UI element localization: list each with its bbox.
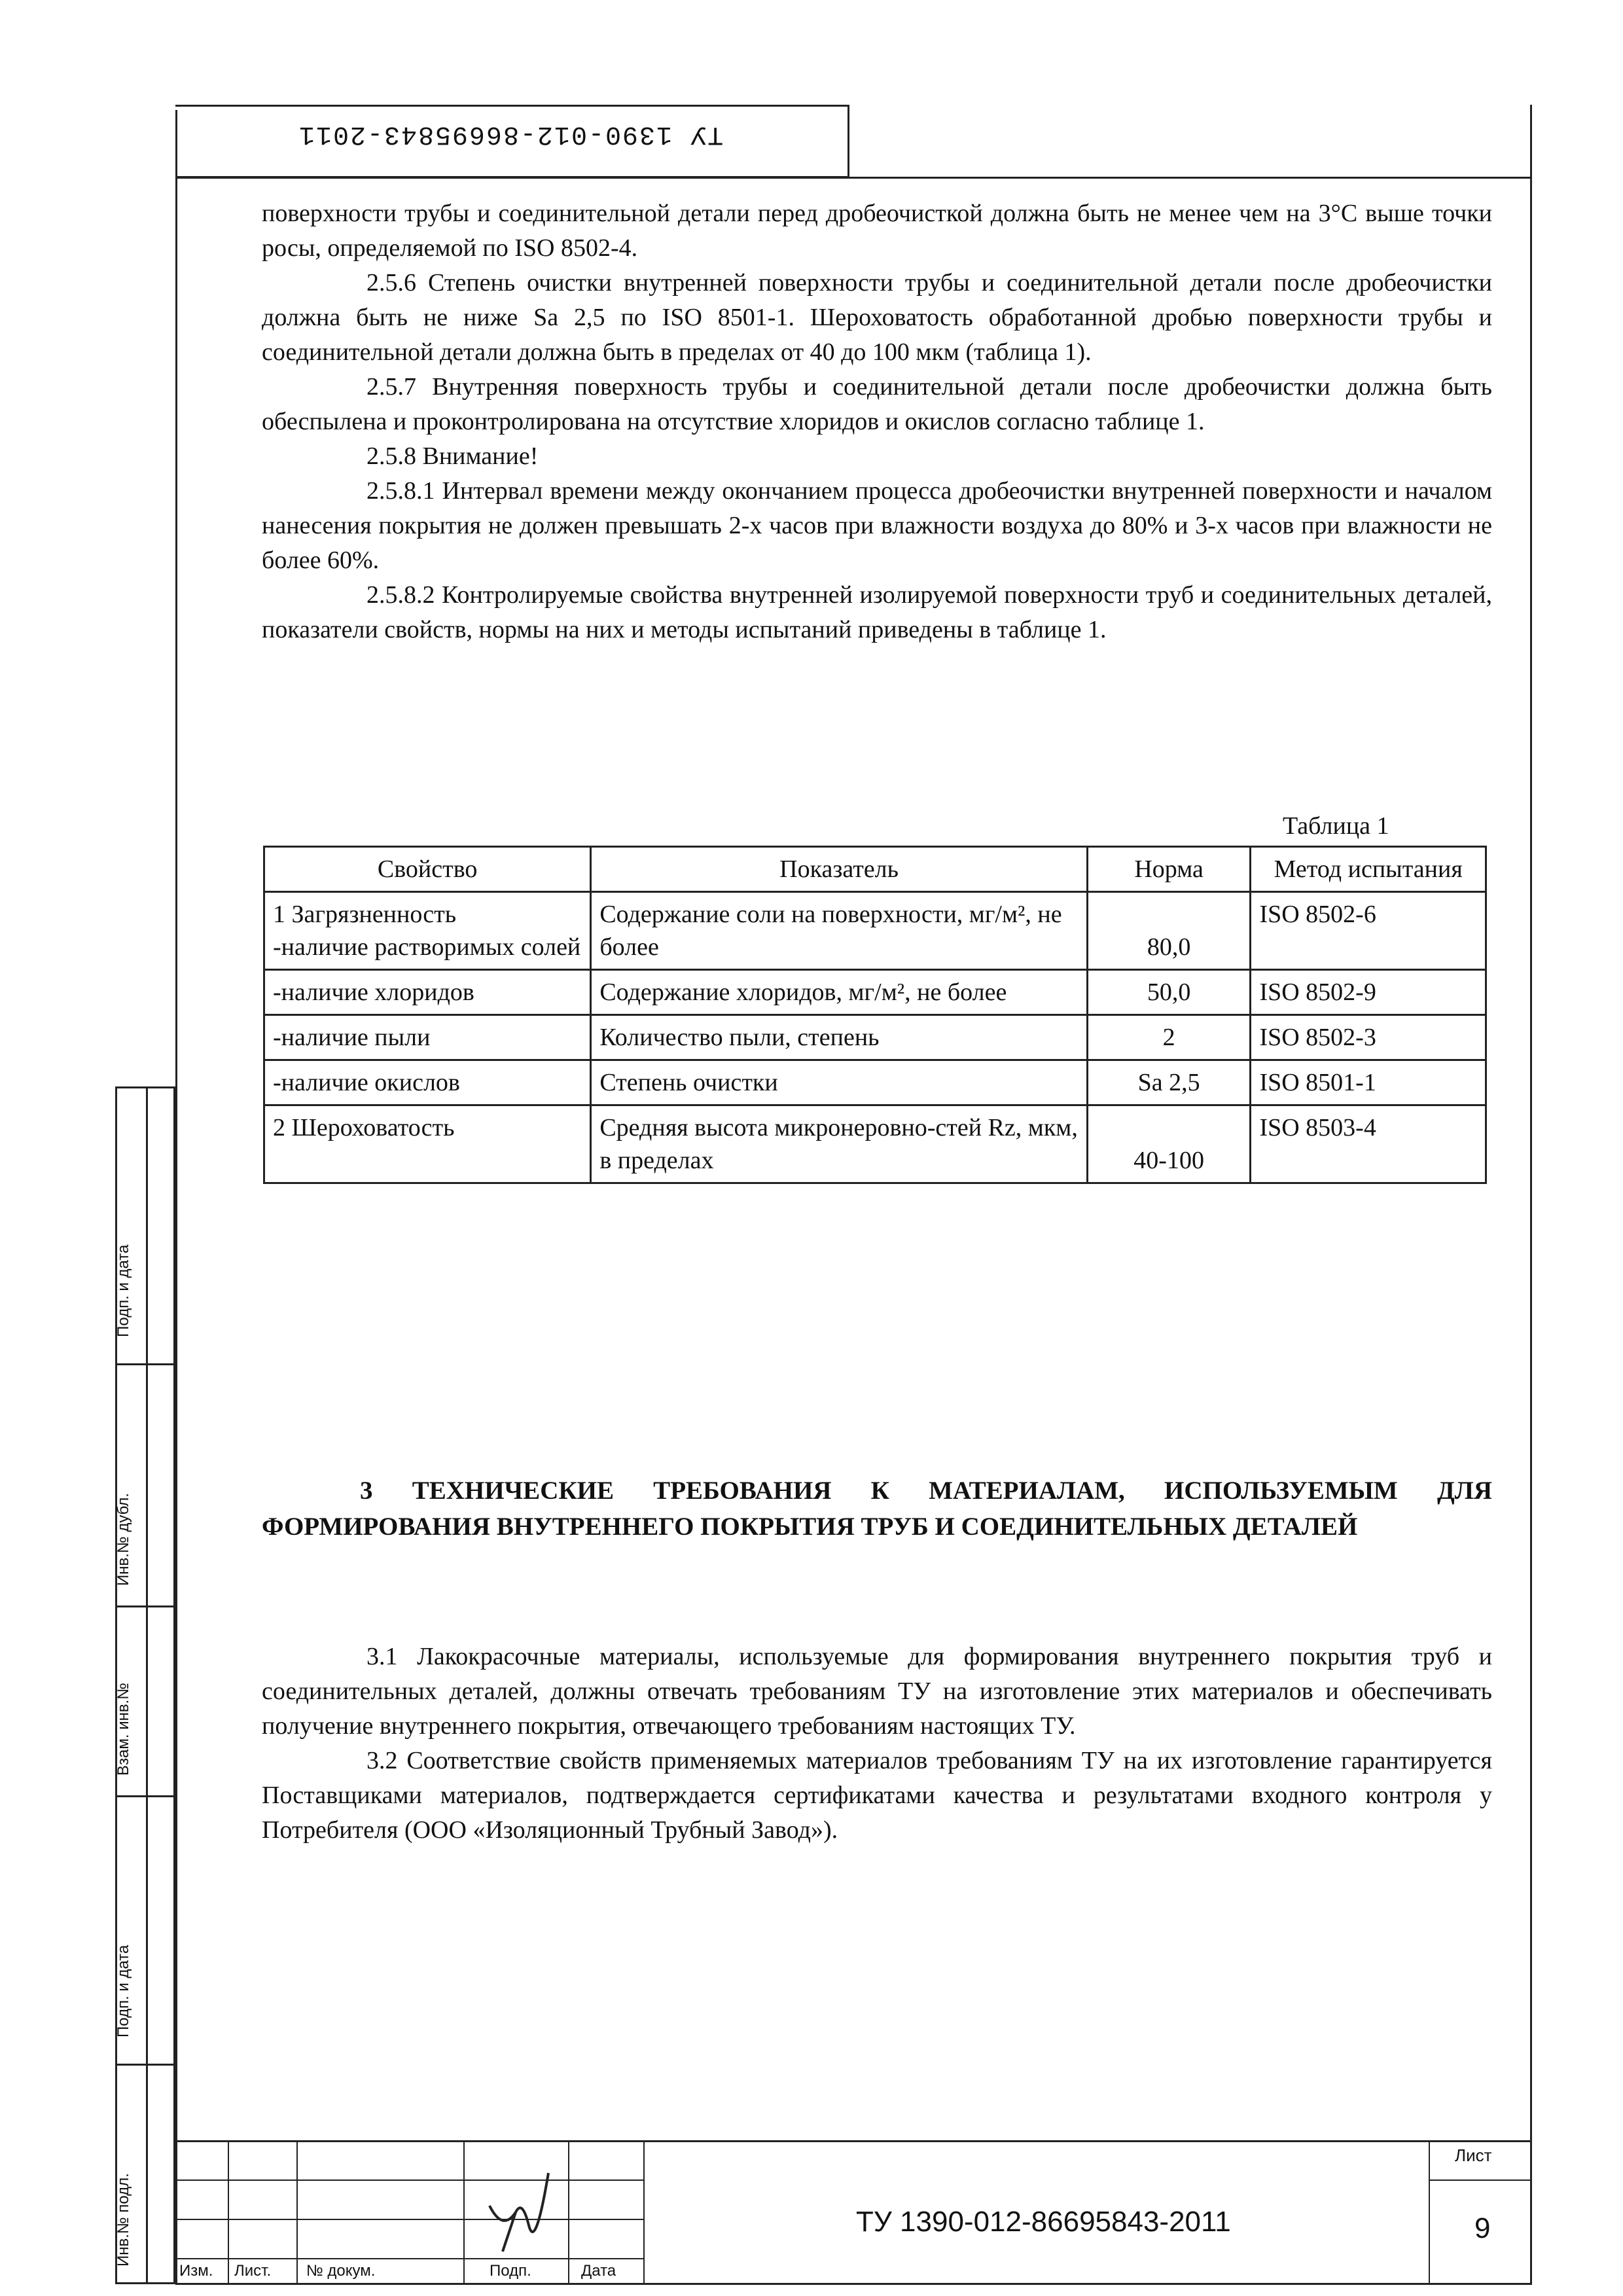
signature-mark [476,2160,568,2258]
paragraph-2-5-8: 2.5.8 Внимание! [366,442,539,470]
table-cell-indicator: Средняя высота микронеровно-стей Rz, мкм, в пределах [591,1105,1088,1183]
table-row [264,970,1486,1015]
title-block-stamp [175,2140,1532,2284]
table-cell-indicator: Содержание хлоридов, мг/м², не более [591,970,1088,1015]
table-header-row [264,847,1486,892]
side-label-orig-inv: Инв.№ подл. [115,2173,132,2267]
section-3-title: 3 ТЕХНИЧЕСКИЕ ТРЕБОВАНИЯ К МАТЕРИАЛАМ, ИСПОЛЬЗУЕМЫМ ДЛЯ ФОРМИРОВАНИЯ ВНУТРЕННЕГО ПОКРЫТИЯ ТРУБ И СОЕДИНИТЕЛЬНЫХ ДЕТАЛЕЙ [262,1477,1492,1541]
stamp-label-sign: Подп. [490,2262,531,2280]
side-strip-divider [146,1088,148,2282]
table-row [264,1060,1486,1105]
table-row [264,1015,1486,1060]
paragraph-2-5-8-1: 2.5.8.1 Интервал времени между окончанием процесса дробеочистки внутренней поверхности и началом нанесения покрытия не должен превышать 2-х часов при влажности воздуха до 80% и 3-х часов при влажности не более 60%. [262,477,1492,574]
paragraph-continuation: поверхности трубы и соединительной детали перед дробеочисткой должна быть не менее чем на 3°С выше точки росы, определяемой по ISO 8502-4. [262,200,1492,262]
stamp-row-rule [175,2219,643,2220]
table-row [264,892,1486,970]
table-cell-property: 1 Загрязненность -наличие растворимых солей [264,892,591,970]
table-body [264,892,1486,1183]
table-cell-norm: 40-100 [1087,1105,1251,1183]
stamp-row-rule [175,2258,643,2259]
paragraph-2-5-6: 2.5.6 Степень очистки внутренней поверхности трубы и соединительной детали после дробеочистки должна быть не ниже Sa 2,5 по ISO 8501-1. Шероховатость обработанной дробью поверхности трубы и соединительной детали должна быть в пределах от 40 до 100 мкм (таблица 1). [262,269,1492,366]
table-cell-method: ISO 8503-4 [1251,1105,1486,1183]
table-cell-method: ISO 8501-1 [1251,1060,1486,1105]
side-label-sign-date-2: Подп. и дата [115,1945,132,2037]
table-cell-property: -наличие пыли [264,1015,591,1060]
table-header-method: Метод испытания [1251,847,1486,892]
side-label-replace-inv: Взам. инв.№ [115,1682,132,1776]
table-header-norm: Норма [1087,847,1251,892]
side-strip-rule [117,1605,177,1607]
table-row [264,1105,1486,1183]
table-cell-method: ISO 8502-9 [1251,970,1486,1015]
stamp-label-doc-no: № докум. [306,2262,376,2280]
header-document-code: ТУ 1390-012-86695843-2011 [297,119,724,149]
stamp-col-rule [463,2140,465,2284]
frame-left-border [175,110,177,2284]
table-cell-property: -наличие окислов [264,1060,591,1105]
stamp-col-rule [643,2140,645,2284]
table-cell-property: 2 Шероховатость [264,1105,591,1183]
table-header-indicator: Показатель [591,847,1088,892]
stamp-sheet-rule [1429,2140,1430,2284]
side-strip-rule [117,1363,177,1365]
side-label-sign-date-1: Подп. и дата [115,1244,132,1337]
header-rule [175,177,1532,179]
stamp-document-code: ТУ 1390-012-86695843-2011 [856,2206,1231,2238]
table-cell-indicator: Содержание соли на поверхности, мг/м², не более [591,892,1088,970]
table-cell-method: ISO 8502-3 [1251,1015,1486,1060]
stamp-col-rule [568,2140,569,2284]
paragraph-3-2: 3.2 Соответствие свойств применяемых материалов требованиям ТУ на их изготовление гарантируется Поставщиками материалов, подтверждается сертификатами качества и результатами входного контроля у Потребителя (ООО «Изоляционный Трубный Завод»). [262,1747,1492,1844]
side-label-dup-inv: Инв.№ дубл. [115,1493,132,1586]
table-cell-method: ISO 8502-6 [1251,892,1486,970]
properties-table [263,846,1487,1184]
table-cell-property: -наличие хлоридов [264,970,591,1015]
paragraph-2-5-8-2: 2.5.8.2 Контролируемые свойства внутренней изолируемой поверхности труб и соединительных деталей, показатели свойств, нормы на них и методы испытаний приведены в таблице 1. [262,581,1492,643]
stamp-row-rule [175,2179,643,2181]
side-strip-rule [117,1795,177,1797]
table-cell-norm: 80,0 [1087,892,1251,970]
stamp-top-rule [175,2140,1532,2142]
stamp-col-rule [296,2140,298,2284]
paragraph-3-1: 3.1 Лакокрасочные материалы, используемые для формирования внутреннего покрытия труб и соединительных деталей, должны отвечать требованиям ТУ на изготовление этих материалов и обеспечивать получение внутреннего покрытия, отвечающего требованиям настоящих ТУ. [262,1643,1492,1740]
table-cell-norm: Sa 2,5 [1087,1060,1251,1105]
table-caption: Таблица 1 [1283,812,1389,840]
table-cell-norm: 2 [1087,1015,1251,1060]
table-cell-norm: 50,0 [1087,970,1251,1015]
table-cell-indicator: Степень очистки [591,1060,1088,1105]
section-3-body [262,1640,1492,1848]
table-cell-indicator: Количество пыли, степень [591,1015,1088,1060]
stamp-label-sheet: Лист. [234,2262,272,2280]
stamp-label-change: Изм. [179,2262,213,2280]
table-header-property: Свойство [264,847,591,892]
stamp-sheet-label: Лист [1455,2145,1492,2165]
side-strip-rule [117,2064,177,2066]
paragraph-2-5-7: 2.5.7 Внутренняя поверхность трубы и соединительной детали после дробеочистки должна быть обеспылена и проконтролирована на отсутствие хлоридов и окислов согласно таблице 1. [262,373,1492,435]
page-number: 9 [1474,2212,1491,2244]
stamp-col-rule [228,2140,229,2284]
body-text-block [262,196,1492,647]
stamp-sheet-hrule [1429,2179,1532,2181]
stamp-label-date: Дата [581,2262,616,2280]
side-strip [115,1086,175,2284]
frame-right-border [1530,105,1532,2284]
